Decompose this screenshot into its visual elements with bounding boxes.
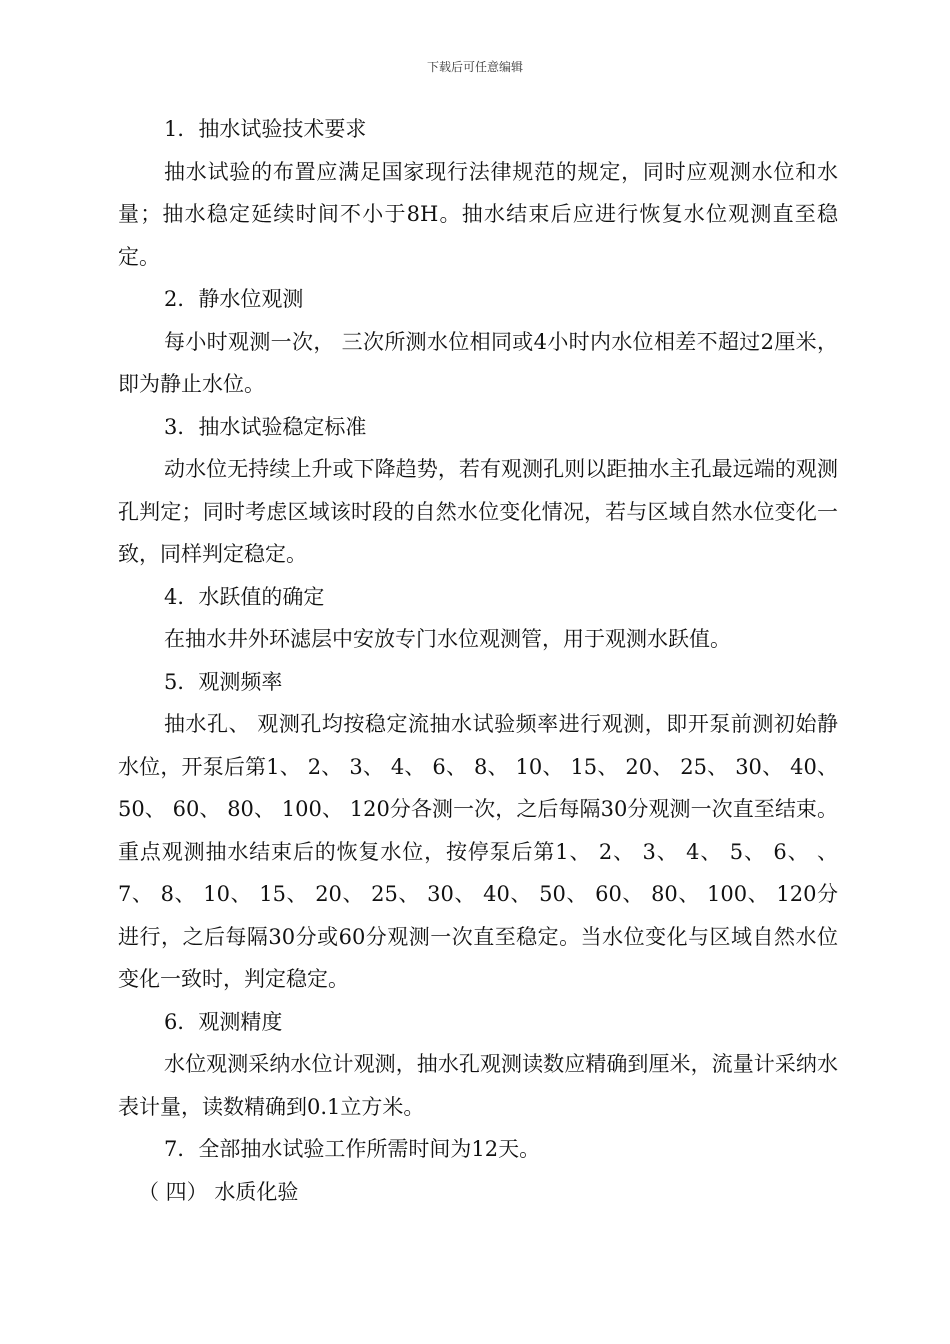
heading-static-water-level: 2．静水位观测: [164, 287, 304, 311]
heading-hydraulic-jump: 4．水跃值的确定: [164, 584, 325, 609]
paragraph-pumping-test-requirements: 抽水试验的布置应满足国家现行法律规范的规定，同时应观测水位和水量；抽水稳定延续时间不小于8H。抽水结束后应进行恢复水位观测直至稳定。: [118, 159, 838, 269]
paragraph-observation-precision: 水位观测采纳水位计观测，抽水孔观测读数应精确到厘米，流量计采纳水表计量，读数精确到0.1立方米。: [118, 1052, 838, 1119]
paragraph-stability-standard: 动水位无持续上升或下降趋势，若有观测孔则以距抽水主孔最远端的观测孔判定；同时考虑区域该时段的自然水位变化情况，若与区域自然水位变化一致，同样判定稳定。: [118, 457, 838, 566]
heading-stability-standard: 3．抽水试验稳定标准: [164, 414, 367, 439]
paragraph-observation-frequency: 抽水孔、 观测孔均按稳定流抽水试验频率进行观测，即开泵前测初始静水位，开泵后第1、 2、 3、 4、 6、 8、 10、 15、 20、 25、 30、 40、 50、 60、 80、 100、 120分各测一次，之后每隔30分观测一次直至结束。重点观测抽水结束后的恢复水位，按停泵后第1、 2、 3、 4、 5、 6、 、 7、 8、 10、 15、 20、 25、 30、 40、 50、 60、 80、 100、 120分进行，之后每隔30分或60分观测一次直至稳定。当水位变化与区域自然水位变化一致时，判定稳定。: [118, 712, 838, 991]
heading-pumping-test-requirements: 1．抽水试验技术要求: [164, 117, 367, 141]
heading-observation-frequency: 5．观测频率: [164, 669, 283, 694]
heading-observation-precision: 6．观测精度: [164, 1009, 283, 1034]
paragraph-static-water-level: 每小时观测一次， 三次所测水位相同或4小时内水位相差不超过2厘米，即为静止水位。: [118, 329, 838, 396]
document-body: [118, 108, 838, 1213]
paragraph-hydraulic-jump: 在抽水井外环滤层中安放专门水位观测管，用于观测水跃值。: [164, 627, 731, 651]
heading-total-time: 7．全部抽水试验工作所需时间为12天。: [164, 1137, 541, 1161]
page-header: 下载后可任意编辑: [426, 60, 523, 74]
section-heading-water-quality: （ 四） 水质化验: [138, 1179, 299, 1204]
